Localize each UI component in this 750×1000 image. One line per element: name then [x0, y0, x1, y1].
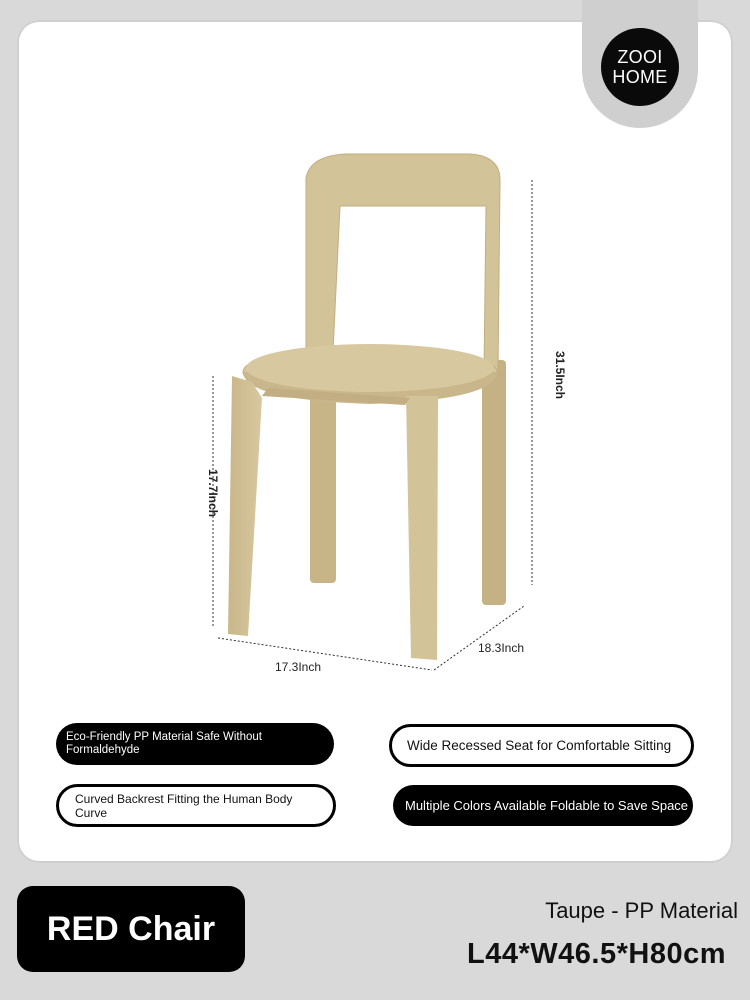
logo-line1: ZOOI	[617, 47, 663, 67]
width-dim-label: 17.3Inch	[274, 660, 322, 674]
height-dim-label: 31.5Inch	[553, 350, 567, 400]
seat-height-dim-label: 17.7Inch	[206, 468, 220, 518]
seat-top	[246, 344, 494, 392]
back-right-leg	[482, 360, 506, 605]
feature-multiple-colors: Multiple Colors Available Foldable to Save Space	[393, 785, 693, 826]
depth-dim-line	[434, 606, 524, 670]
feature-eco-friendly: Eco-Friendly PP Material Safe Without Formaldehyde	[56, 723, 334, 765]
product-name: RED Chair	[46, 909, 216, 948]
depth-dim-label: 18.3Inch	[477, 641, 525, 655]
product-name-badge	[17, 886, 245, 972]
front-right-leg	[406, 396, 438, 660]
logo-line2: HOME	[612, 67, 668, 87]
front-left-leg	[228, 376, 262, 636]
width-dim-line	[218, 638, 432, 670]
color-material: Taupe - PP Material	[545, 898, 738, 923]
feature-wide-seat: Wide Recessed Seat for Comfortable Sitting	[389, 724, 694, 767]
backrest	[306, 154, 500, 372]
back-left-leg	[310, 395, 336, 583]
feature-curved-backrest: Curved Backrest Fitting the Human Body Curve	[56, 784, 336, 827]
product-dimensions: L44*W46.5*H80cm	[467, 938, 726, 970]
